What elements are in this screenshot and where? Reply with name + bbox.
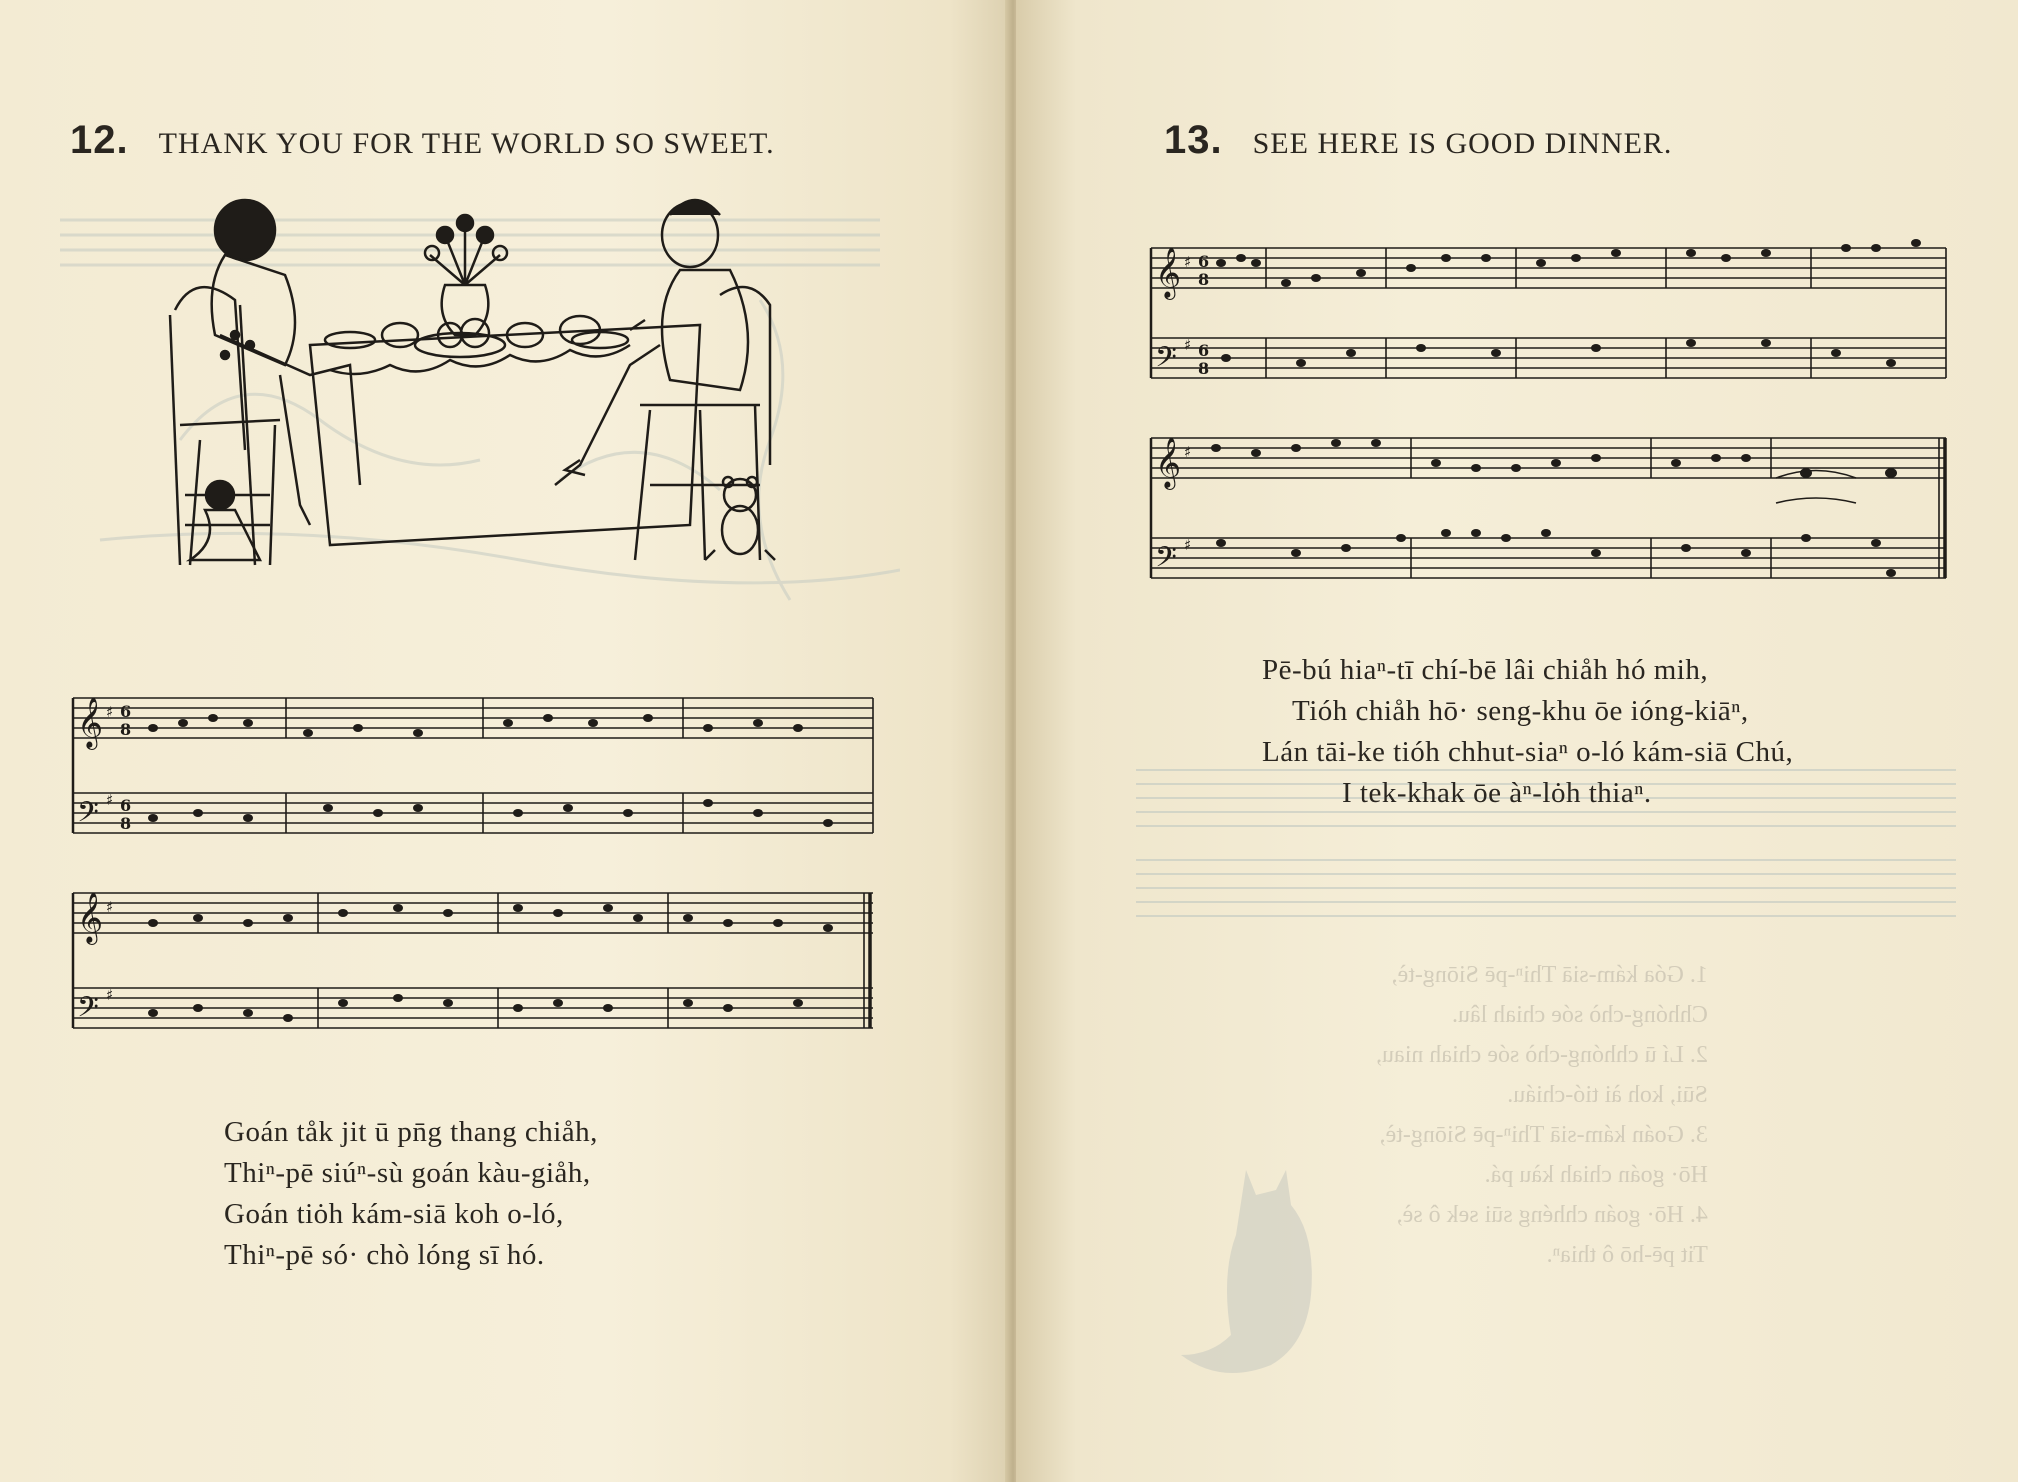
bleed-through-line: Sūi, koh ài tió-chiáu. <box>1507 1082 1708 1108</box>
svg-text:8: 8 <box>120 814 132 833</box>
svg-text:♯: ♯ <box>106 791 114 809</box>
svg-text:𝄢: 𝄢 <box>77 796 99 836</box>
svg-text:𝄢: 𝄢 <box>1155 341 1177 381</box>
svg-text:6: 6 <box>1198 341 1210 360</box>
song-12-number: 12. <box>70 118 129 162</box>
bleed-through-line: Chhóng-chò sóe chiah lâu. <box>1451 1002 1708 1028</box>
svg-text:𝄢: 𝄢 <box>1155 541 1177 581</box>
svg-text:♯: ♯ <box>1184 536 1192 554</box>
lyric-line: Pē-bú hiaⁿ-tī chí-bē lâi chiåh hó mih, <box>1262 654 1709 686</box>
svg-text:6: 6 <box>120 702 132 721</box>
bleed-through-line: Hō· goán chiah kàu pá. <box>1484 1162 1708 1188</box>
song-13-sheet-music <box>1146 233 1976 593</box>
lyric-line: Thiⁿ-pē só· chò lóng sī hó. <box>224 1239 545 1271</box>
song-12-sheet-music <box>68 693 880 1045</box>
bleed-through-line: 3. Goán kám-siā Thiⁿ-pē Siōng-tè, <box>1379 1122 1708 1148</box>
song-12-lyrics <box>224 1112 598 1276</box>
lyric-line: Lán tāi-ke tióh chhut-siaⁿ o-ló kám-siā Chú, <box>1262 736 1794 768</box>
song-13-title: SEE HERE IS GOOD DINNER. <box>1252 127 1673 160</box>
svg-text:♯: ♯ <box>106 986 114 1004</box>
svg-text:𝄞: 𝄞 <box>1155 247 1182 298</box>
svg-text:♯: ♯ <box>1184 443 1192 461</box>
svg-text:8: 8 <box>120 720 132 739</box>
svg-text:6: 6 <box>1198 252 1210 271</box>
svg-text:♯: ♯ <box>1184 336 1192 354</box>
song-12-title: THANK YOU FOR THE WORLD SO SWEET. <box>158 127 775 160</box>
svg-text:𝄢: 𝄢 <box>77 991 99 1031</box>
svg-text:𝄞: 𝄞 <box>1155 437 1182 488</box>
bleed-through-verses <box>1376 955 1708 1275</box>
svg-text:8: 8 <box>1198 270 1210 289</box>
bleed-through-line: 4. Hō· goán chhéng sūi sek ô sè, <box>1396 1202 1708 1228</box>
bleed-through-line: Tit pē-hō ô thiaⁿ. <box>1546 1242 1708 1268</box>
song-13-lyrics <box>1262 650 1793 814</box>
svg-text:♯: ♯ <box>1184 253 1192 271</box>
svg-text:𝄞: 𝄞 <box>77 892 104 943</box>
song-13-heading <box>1164 118 1672 163</box>
song-12-heading <box>70 118 775 163</box>
bleed-through-line: 2. Lí ū chhóng-chò sóe chiah niau, <box>1376 1042 1708 1068</box>
svg-text:♯: ♯ <box>106 898 114 916</box>
lyric-line: Thiⁿ-pē siúⁿ-sù goán kàu-giåh, <box>224 1157 591 1189</box>
svg-text:♯: ♯ <box>106 703 114 721</box>
bleed-through-line: 1. Góa kám-siā Thiⁿ-pē Siōng-tè, <box>1391 962 1708 988</box>
lyric-line: Goán tåk jit ū pn̄g thang chiåh, <box>224 1116 598 1148</box>
lyric-line: Goán tiȯh kám-siā koh o-ló, <box>224 1198 564 1230</box>
svg-text:8: 8 <box>1198 359 1210 378</box>
right-page <box>1016 0 2018 1482</box>
lyric-line: Tióh chiåh hō· seng-khu ōe ióng-kiāⁿ, <box>1292 695 1749 727</box>
lyric-line: I tek-khak ōe àⁿ-lȯh thiaⁿ. <box>1342 777 1652 809</box>
tea-party-illustration <box>160 195 800 570</box>
song-13-number: 13. <box>1164 118 1223 162</box>
bleed-through-cat <box>1136 1150 1366 1380</box>
svg-text:𝄞: 𝄞 <box>77 697 104 748</box>
svg-text:6: 6 <box>120 796 132 815</box>
